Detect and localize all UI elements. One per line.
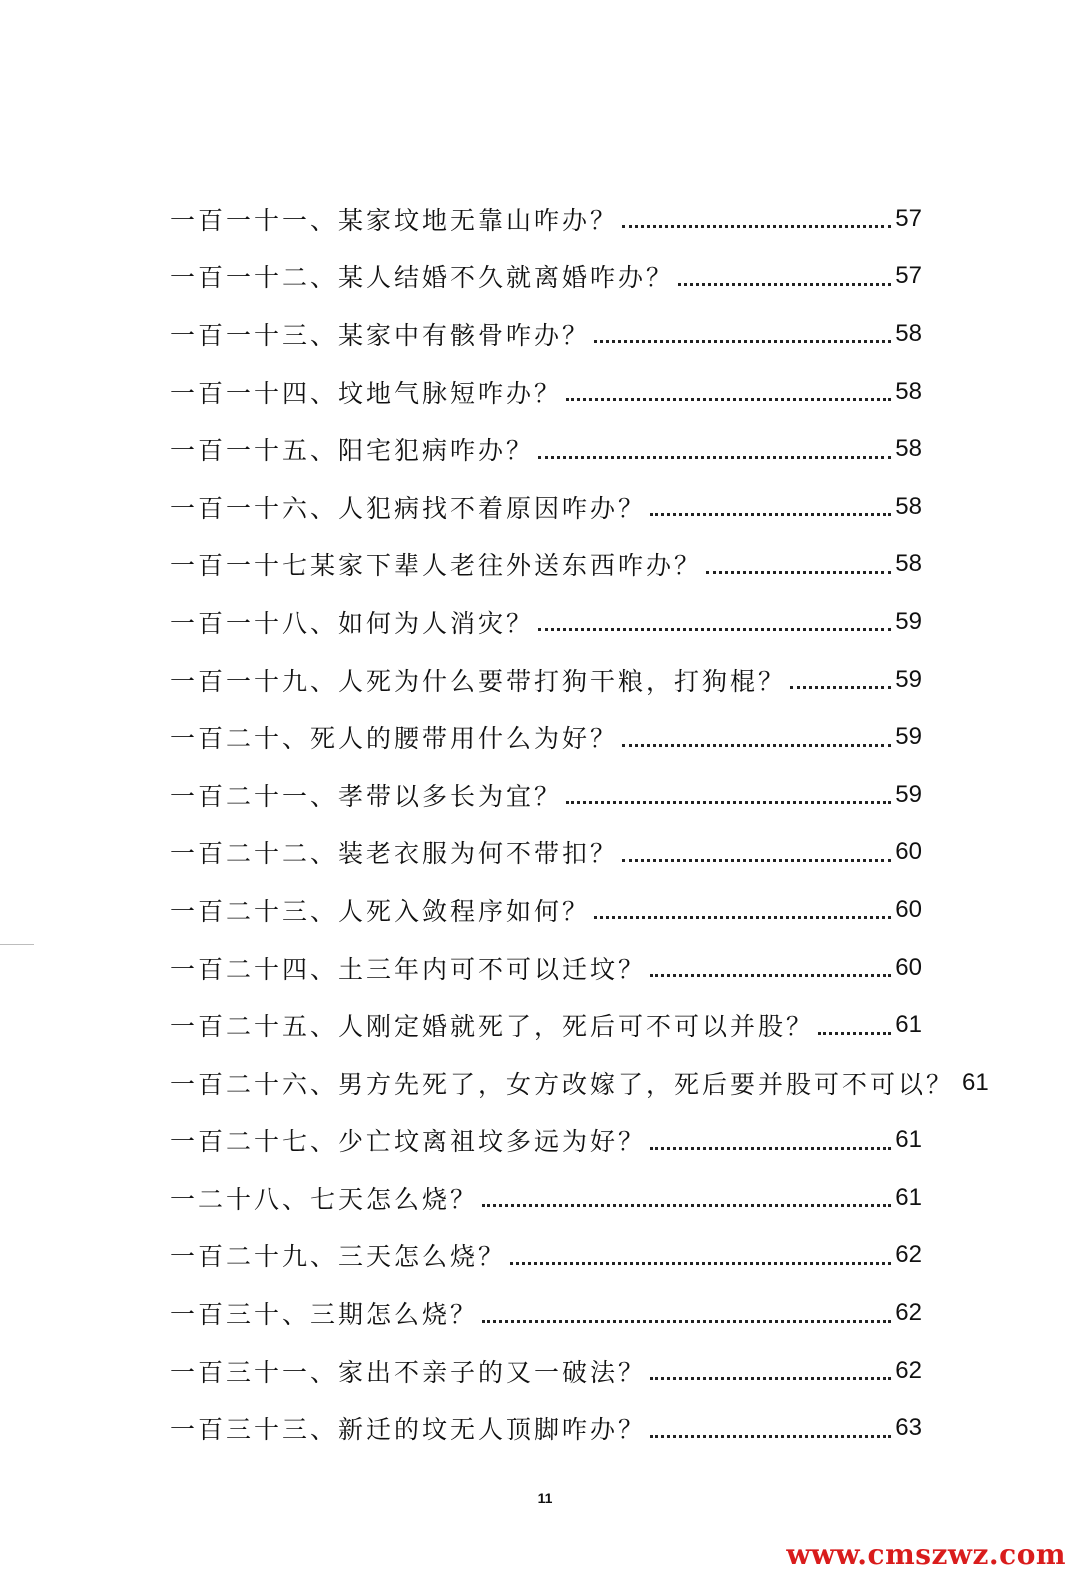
toc-entry-title: 一百二十七、少亡坟离祖坟多远为好？ — [170, 1127, 647, 1157]
toc-entry-title: 一百一十六、人犯病找不着原因咋办？ — [170, 493, 647, 523]
toc-dot-leader — [790, 686, 891, 689]
toc-dot-leader — [538, 628, 891, 631]
toc-entry[interactable] — [170, 1227, 922, 1285]
toc-dot-leader — [622, 744, 891, 747]
toc-dot-leader — [482, 1320, 891, 1323]
toc-entry[interactable] — [170, 1169, 922, 1227]
toc-entry-title: 一百一十九、人死为什么要带打狗干粮，打狗棍？ — [170, 666, 787, 696]
toc-entry-page: 61 — [895, 1126, 922, 1154]
toc-dot-leader — [594, 340, 891, 343]
toc-entry-title: 一百一十七某家下辈人老往外送东西咋办？ — [170, 551, 703, 581]
toc-entry-page: 58 — [895, 435, 922, 463]
toc-entry-title: 一百二十二、装老衣服为何不带扣？ — [170, 839, 619, 869]
toc-entry-page: 62 — [895, 1356, 922, 1384]
toc-entry-page: 60 — [895, 895, 922, 923]
toc-entry-page: 61 — [962, 1068, 989, 1096]
toc-entry[interactable] — [170, 651, 922, 709]
toc-entry[interactable] — [170, 708, 922, 766]
toc-dot-leader — [566, 398, 891, 401]
toc-dot-leader — [650, 513, 891, 516]
toc-entry-title: 一百二十六、男方先死了，女方改嫁了，死后要并股可不可以？ — [170, 1069, 955, 1099]
toc-entry[interactable] — [170, 420, 922, 478]
toc-entry-title: 一百三十三、新迁的坟无人顶脚咋办？ — [170, 1415, 647, 1445]
toc-entry[interactable] — [170, 1342, 922, 1400]
toc-entry-page: 58 — [895, 319, 922, 347]
toc-entry-page: 59 — [895, 723, 922, 751]
toc-entry-page: 62 — [895, 1299, 922, 1327]
toc-dot-leader — [538, 456, 891, 459]
toc-dot-leader — [650, 1435, 891, 1438]
toc-entry-page: 61 — [895, 1183, 922, 1211]
toc-entry[interactable] — [170, 1399, 922, 1457]
toc-entry-title: 一百一十八、如何为人消灾？ — [170, 608, 535, 638]
toc-dot-leader — [622, 225, 891, 228]
toc-entry-title: 一百一十一、某家坟地无靠山咋办？ — [170, 205, 619, 235]
toc-dot-leader — [706, 571, 891, 574]
toc-dot-leader — [510, 1262, 891, 1265]
toc-entry[interactable] — [170, 881, 922, 939]
toc-entry[interactable] — [170, 824, 922, 882]
toc-entry[interactable] — [170, 593, 922, 651]
toc-entry[interactable] — [170, 536, 922, 594]
toc-dot-leader — [482, 1204, 891, 1207]
toc-entry-title: 一百二十九、三天怎么烧？ — [170, 1242, 507, 1272]
toc-entry-page: 63 — [895, 1414, 922, 1442]
page-number: 11 — [537, 1490, 553, 1506]
toc-entry-title: 一百三十、三期怎么烧？ — [170, 1300, 479, 1330]
toc-entry[interactable] — [170, 1112, 922, 1170]
toc-entry-page: 59 — [895, 665, 922, 693]
toc-entry-page: 59 — [895, 780, 922, 808]
scan-edge-mark — [0, 944, 34, 945]
toc-dot-leader — [818, 1032, 891, 1035]
toc-entry-title: 一百二十三、人死入敛程序如何？ — [170, 896, 591, 926]
toc-entry[interactable] — [170, 939, 922, 997]
toc-entry[interactable] — [170, 766, 922, 824]
toc-entry-title: 一二十八、七天怎么烧？ — [170, 1184, 479, 1214]
toc-entry[interactable] — [170, 1284, 922, 1342]
toc-entry[interactable] — [170, 478, 922, 536]
toc-entry[interactable] — [170, 363, 922, 421]
toc-entry-page: 60 — [895, 953, 922, 981]
toc-entry-title: 一百三十一、家出不亲子的又一破法？ — [170, 1357, 647, 1387]
toc-entry-page: 58 — [895, 492, 922, 520]
toc-entry-page: 59 — [895, 607, 922, 635]
toc-dot-leader — [594, 916, 891, 919]
toc-entry-title: 一百二十五、人刚定婚就死了，死后可不可以并股？ — [170, 1012, 815, 1042]
toc-entry-page: 57 — [895, 204, 922, 232]
toc-entry-page: 62 — [895, 1241, 922, 1269]
toc-entry-page: 60 — [895, 838, 922, 866]
toc-entry-title: 一百一十四、坟地气脉短咋办？ — [170, 378, 563, 408]
toc-entry-title: 一百二十一、孝带以多长为宜？ — [170, 781, 563, 811]
toc-entry-page: 58 — [895, 550, 922, 578]
toc-dot-leader — [650, 1147, 891, 1150]
toc-entry-page: 57 — [895, 262, 922, 290]
toc-entry[interactable] — [170, 305, 922, 363]
toc-entry[interactable] — [170, 1054, 989, 1112]
toc-entry[interactable] — [170, 996, 922, 1054]
site-watermark[interactable]: www.cmszwz.com — [786, 1538, 1066, 1571]
toc-dot-leader — [650, 974, 891, 977]
toc-dot-leader — [678, 283, 891, 286]
toc-entry-title: 一百一十二、某人结婚不久就离婚咋办？ — [170, 263, 675, 293]
toc-entry-title: 一百二十四、土三年内可不可以迁坟？ — [170, 954, 647, 984]
toc-dot-leader — [622, 859, 891, 862]
toc-entry-title: 一百一十五、阳宅犯病咋办？ — [170, 436, 535, 466]
toc-dot-leader — [566, 801, 891, 804]
toc-entry-page: 58 — [895, 377, 922, 405]
toc-entry[interactable] — [170, 248, 922, 306]
toc-dot-leader — [650, 1377, 891, 1380]
toc-entry-title: 一百一十三、某家中有骸骨咋办？ — [170, 320, 591, 350]
toc-entry[interactable] — [170, 190, 922, 248]
toc-entry-page: 61 — [895, 1011, 922, 1039]
toc-entry-title: 一百二十、死人的腰带用什么为好？ — [170, 724, 619, 754]
table-of-contents — [170, 190, 989, 1457]
